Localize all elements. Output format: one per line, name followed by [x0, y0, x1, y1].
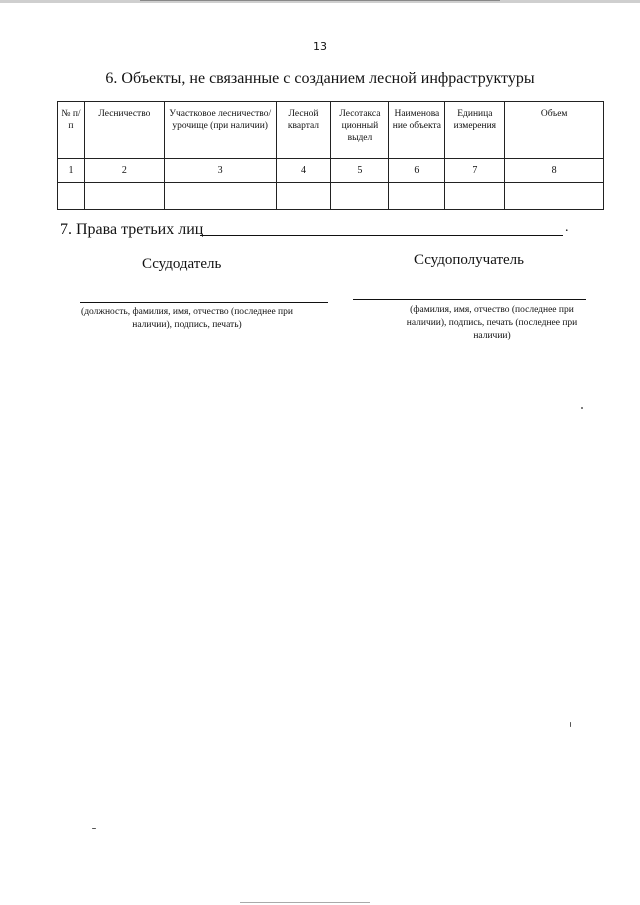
scan-speck: [581, 407, 583, 409]
header-forestry: Лесничество: [84, 102, 164, 159]
objects-table: [57, 101, 604, 210]
column-number-cell: 3: [164, 159, 276, 183]
header-unit: Единица измерения: [445, 102, 505, 159]
section-7-end-mark: .: [565, 220, 569, 235]
table-header-row: [58, 102, 604, 159]
borrower-signature-line: [353, 299, 586, 300]
column-number-cell: 6: [389, 159, 445, 183]
table-cell: [164, 183, 276, 210]
column-number-cell: 1: [58, 159, 85, 183]
table-cell: [445, 183, 505, 210]
table-row: [58, 183, 604, 210]
header-object-name: Наименова ние объекта: [389, 102, 445, 159]
table-cell: [58, 183, 85, 210]
lender-title: Ссудодатель: [142, 256, 222, 272]
header-taxation-plot: Лесотакса ционный выдел: [331, 102, 389, 159]
table-column-numbers-row: [58, 159, 604, 183]
column-number-cell: 5: [331, 159, 389, 183]
table-cell: [389, 183, 445, 210]
borrower-title: Ссудополучатель: [414, 252, 525, 268]
lender-signature-line: [80, 302, 328, 303]
borrower-signature-note: (фамилия, имя, отчество (последнее при наличии), подпись, печать (последнее при наличии): [406, 305, 578, 341]
header-forest-quarter: Лесной квартал: [276, 102, 331, 159]
column-number-cell: 8: [505, 159, 604, 183]
scan-speck: [570, 722, 571, 727]
scan-top-line: [140, 0, 500, 1]
section-7-title: 7. Права третьих лиц: [60, 221, 204, 238]
header-district-forestry: Участковое лесничество/урочище (при наличии): [164, 102, 276, 159]
lender-signature-note: (должность, фамилия, имя, отчество (последнее при наличии), подпись, печать): [81, 307, 293, 330]
table-cell: [505, 183, 604, 210]
column-number-cell: 2: [84, 159, 164, 183]
section-6-title: 6. Объекты, не связанные с созданием лесной инфраструктуры: [105, 70, 535, 87]
page-number: 13: [313, 40, 327, 53]
column-number-cell: 4: [276, 159, 331, 183]
header-number: № п/п: [58, 102, 85, 159]
table-cell: [276, 183, 331, 210]
column-number-cell: 7: [445, 159, 505, 183]
scan-speck: [92, 828, 96, 829]
scan-bottom-edge: [240, 902, 370, 903]
third-party-rights-line: [200, 235, 563, 236]
header-volume: Объем: [505, 102, 604, 159]
table-cell: [331, 183, 389, 210]
table-cell: [84, 183, 164, 210]
